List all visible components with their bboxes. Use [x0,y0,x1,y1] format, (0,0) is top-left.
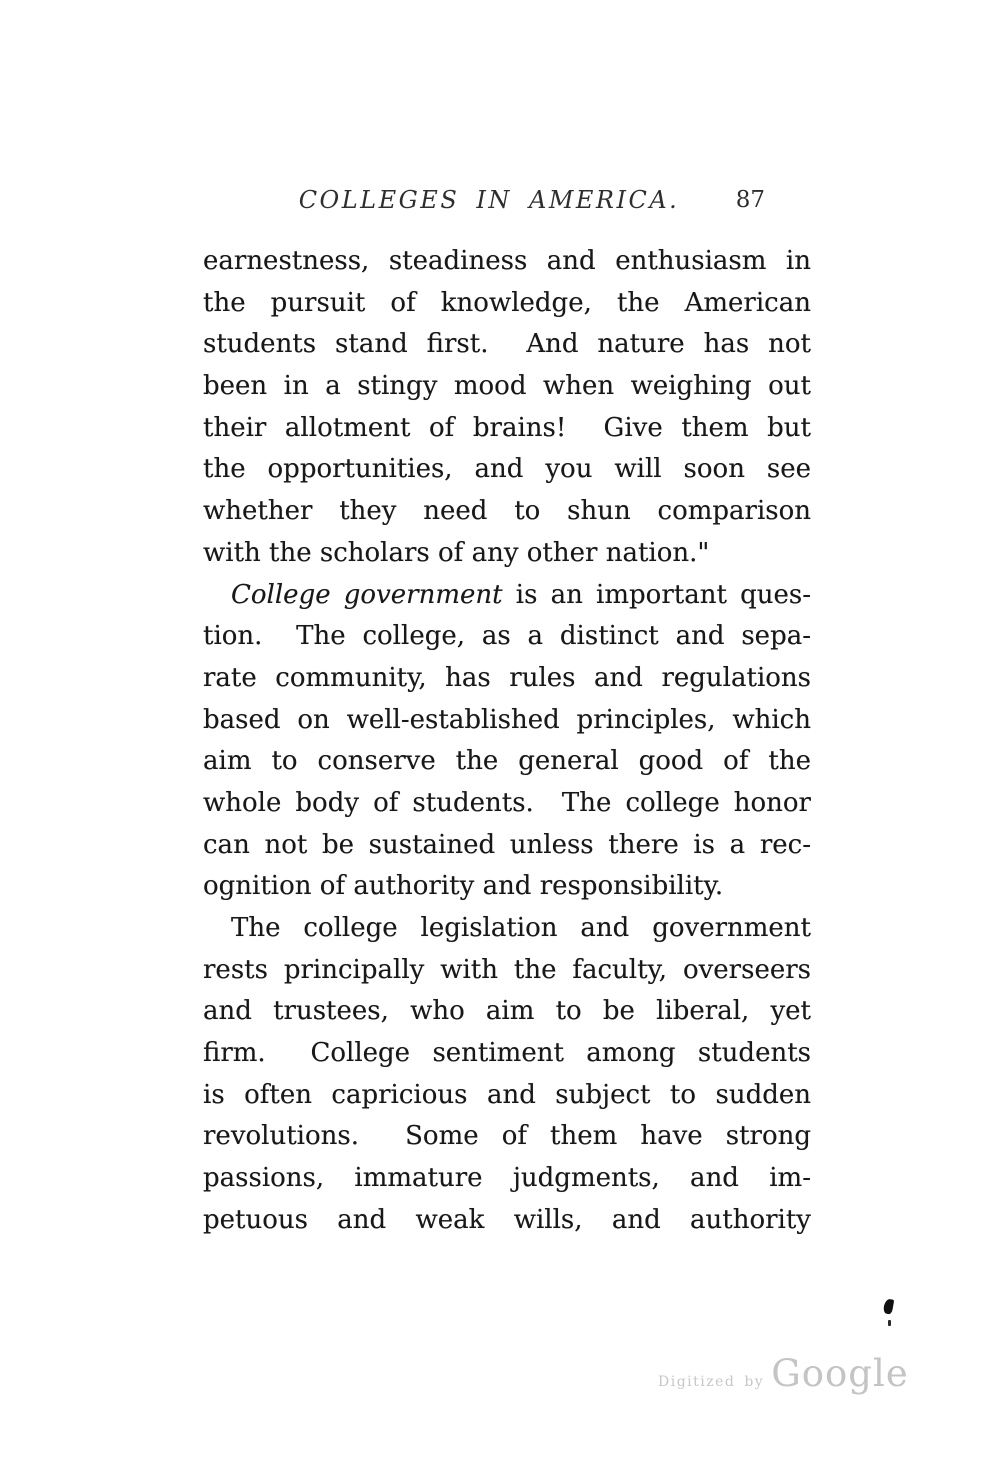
text-line [203,1158,811,1200]
text-segment: based on well-established principles, which [203,704,811,735]
text-line [203,324,811,366]
text-segment: aim to conserve the general good of the [203,746,811,777]
text-line [203,658,811,700]
italic-phrase: College government [231,579,503,610]
text-line [203,908,811,950]
text-segment: earnestness, steadiness and enthusiasm in [203,246,811,276]
text-segment: the pursuit of knowledge, the American [203,287,811,318]
text-segment: the opportunities, and you will soon see [203,454,811,485]
text-segment: The college legislation and government [231,913,811,943]
text-line [203,950,811,992]
text-segment: tion. The college, as a distinct and sepa- [203,621,811,652]
text-line [203,866,811,908]
text-line [203,783,811,825]
text-line [203,575,811,617]
text-segment: whole body of students. The college honor [203,787,811,818]
digitized-watermark [658,1352,909,1395]
text-line [203,366,811,408]
text-line [203,1075,811,1117]
text-segment: been in a stingy mood when weighing out [203,371,811,402]
text-segment: is often capricious and subject to sudden [203,1079,811,1110]
text-segment: their allotment of brains! Give them but [203,412,811,443]
text-line [203,1200,811,1242]
text-segment: whether they need to shun comparison [203,496,811,527]
text-segment: ognition of authority and responsibility. [203,871,724,902]
text-segment: with the scholars of any other nation." [203,537,710,568]
text-line [203,1033,811,1075]
text-segment: is an important ques- [502,579,811,610]
text-segment: passions, immature judgments, and im- [203,1163,811,1194]
text-line [203,1116,811,1158]
text-line [203,700,811,742]
text-line [203,283,811,325]
google-watermark-logo: Google [771,1352,909,1395]
text-segment: students stand first. And nature has not [203,329,811,360]
watermark-prefix-label: Digitized by [658,1374,765,1390]
text-segment: rests principally with the faculty, overseers [203,954,811,985]
page-number: 87 [735,187,765,213]
text-line [203,449,811,491]
text-line [203,741,811,783]
text-line [203,533,811,575]
body-text [203,241,811,1242]
text-line [203,991,811,1033]
text-segment: rate community, has rules and regulations [203,662,811,693]
text-segment: revolutions. Some of them have strong [203,1121,811,1152]
ink-blot [883,1298,894,1314]
ink-dot [888,1320,891,1326]
text-line [203,241,811,283]
text-segment: and trustees, who aim to be liberal, yet [203,996,811,1027]
text-segment: can not be sustained unless there is a rec- [203,829,811,860]
text-line [203,616,811,658]
page-header [203,186,811,220]
text-line [203,825,811,867]
running-title: COLLEGES IN AMERICA. [298,186,680,214]
text-line [203,408,811,450]
text-segment: petuous and weak wills, and authority [203,1204,811,1235]
text-line [203,491,811,533]
text-segment: firm. College sentiment among students [203,1038,811,1069]
